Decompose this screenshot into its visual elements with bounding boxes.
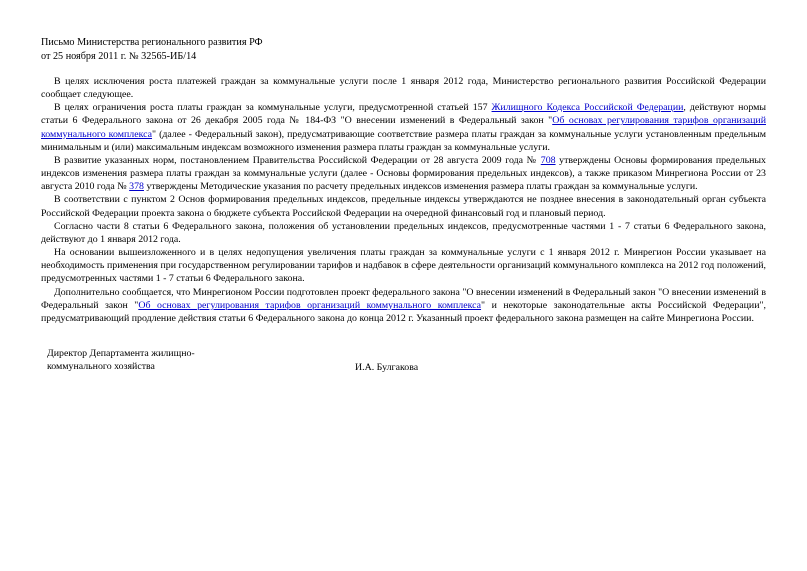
- paragraph: [41, 286, 766, 325]
- paragraph: [41, 154, 766, 193]
- paragraph: [41, 220, 766, 246]
- paragraph: [41, 101, 766, 154]
- paragraph-text: утверждены Методические указания по расчету предельных индексов изменения размера платы граждан за коммунальные услуги.: [143, 181, 698, 193]
- document-link[interactable]: 378: [129, 181, 144, 193]
- paragraph-text: , действуют нормы статьи 6 Федерального закона от 26 декабря 2005 года № 184-ФЗ "О внесении изменений в Федеральный закон ": [41, 102, 766, 127]
- signatory-name: И.А. Булгакова: [355, 361, 419, 373]
- paragraph-text: " (далее - Федеральный закон), предусматривающие соответствие размера платы граждан за коммунальные услуги установленным предельным минимальным и (или) максимальным индексам возможного изменения размера платы граждан за коммунальные услуги.: [41, 128, 766, 153]
- paragraph-text: " и некоторые законодательные акты Российской Федерации", предусматривающий продление действия статьи 6 Федерального закона до конца 2012 г. Указанный проект федерального закона размещен на сайте Минрегиона России.: [41, 299, 766, 324]
- document-link[interactable]: 708: [540, 154, 556, 166]
- paragraph-text: В соответствии с пунктом 2 Основ формирования предельных индексов, предельные индексы утверждаются не позднее внесения в законодательный орган субъекта Российской Федерации проекта закона о бюджете субъекта Российской Федерации на очередной финансовый год и плановый период.: [41, 194, 766, 219]
- paragraph: [41, 193, 766, 219]
- paragraph: [41, 75, 766, 101]
- document-link[interactable]: Об основах регулирования тарифов организаций коммунального комплекса: [41, 115, 766, 140]
- paragraph-text: Согласно части 8 статьи 6 Федерального закона, положения об установлении предельных индексов, предусмотренные частями 1 - 7 статьи 6 Федерального закона, действуют до 1 января 2012 года.: [41, 220, 766, 245]
- letter-title: Письмо Министерства регионального развития РФ: [41, 37, 263, 48]
- paragraph-text: Дополнительно сообщается, что Минрегионом России подготовлен проект федерального закона "О внесении изменений в Федеральный закон "О внесении изменений в Федеральный закон ": [41, 286, 766, 311]
- letter-header: [41, 36, 766, 63]
- paragraph-text: На основании вышеизложенного и в целях недопущения увеличения платы граждан за коммунальные услуги с 1 января 2012 г. Минрегион России указывает на необходимость применения при государственном регулировании тарифов и надбавок в сфере деятельности организаций коммунального комплекса на 2012 год положений, предусмотренных частями 1 - 7 статьи 6 Федерального закона.: [41, 247, 766, 285]
- paragraph-text: В целях ограничения роста платы граждан за коммунальные услуги, предусмотренной статьей 157: [54, 102, 492, 114]
- document-link[interactable]: Об основах регулирования тарифов организаций коммунального комплекса: [138, 299, 482, 311]
- document-link[interactable]: Жилищного Кодекса Российской Федерации: [491, 102, 684, 114]
- signature-block: [41, 347, 766, 377]
- letter-date-number: от 25 ноября 2011 г. № 32565-ИБ/14: [41, 50, 197, 62]
- paragraph-text: В целях исключения роста платежей граждан за коммунальные услуги после 1 января 2012 года, Министерство регионального развития Российской Федерации сообщает следующее.: [41, 76, 766, 101]
- signatory-position: Директор Департамента жилищно-коммунального хозяйства: [47, 347, 195, 373]
- letter-body: [41, 75, 766, 325]
- paragraph-text: утверждены Основы формирования предельных индексов изменения размера платы граждан за коммунальные услуги (далее - Основы формирования предельных индексов), а также приказом Минрегиона России от 23 августа 2010 года №: [41, 154, 766, 193]
- paragraph: [41, 246, 766, 285]
- paragraph-text: В развитие указанных норм, постановлением Правительства Российской Федерации от 28 августа 2009 года №: [54, 154, 541, 166]
